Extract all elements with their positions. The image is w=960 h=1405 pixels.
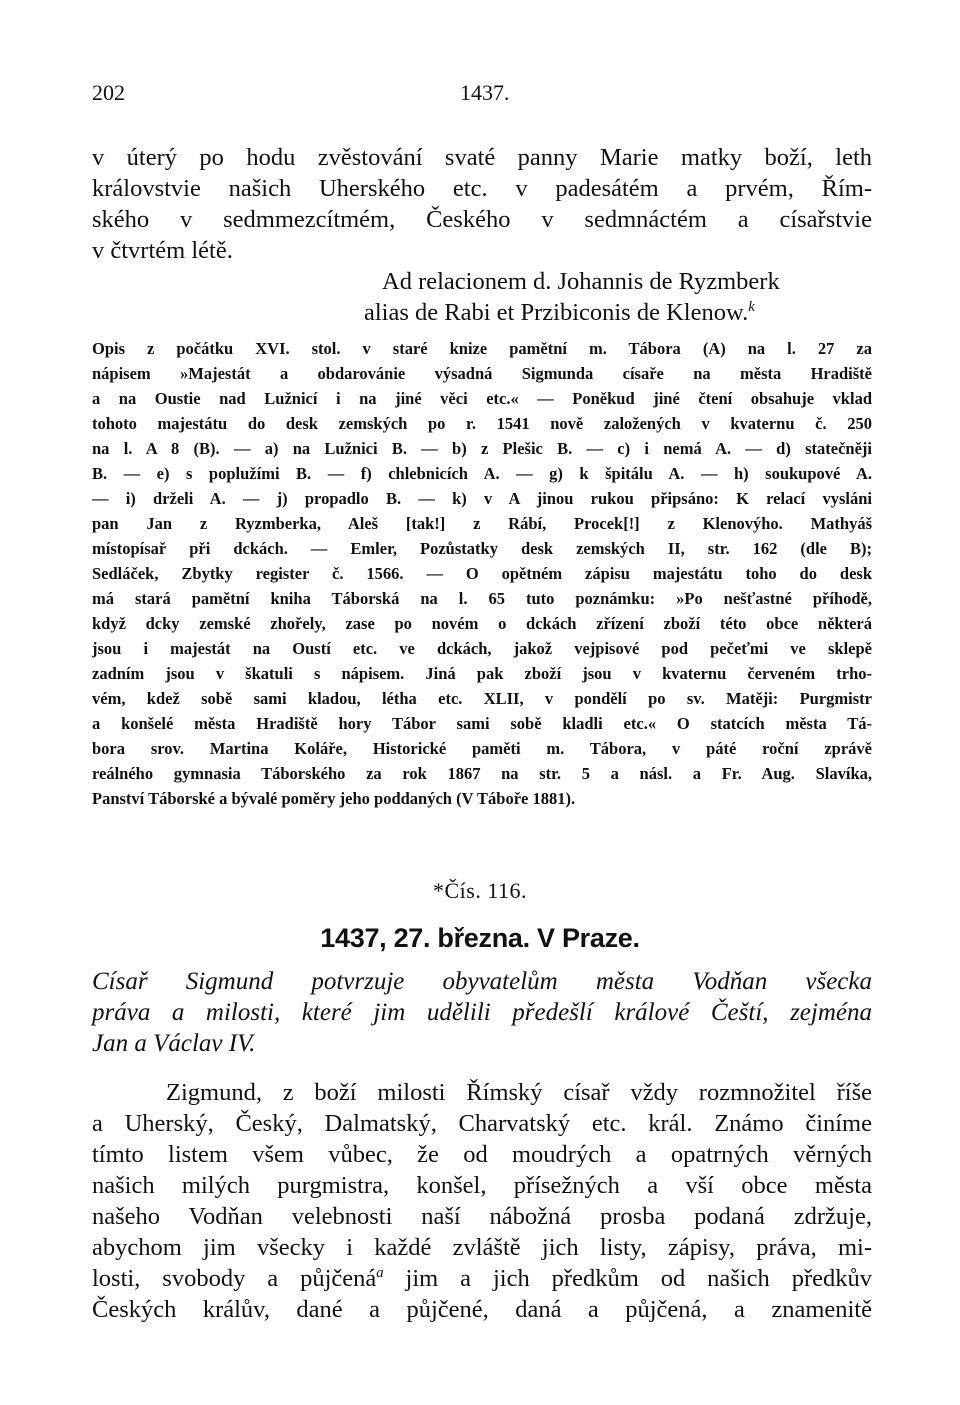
regest-line: Jan a Václav IV. bbox=[92, 1030, 256, 1057]
body-text: losti, svobody a půjčená bbox=[92, 1265, 377, 1292]
body-text: jim a jich předkům od našich předkův bbox=[383, 1265, 872, 1292]
note-line: pan Jan z Ryzmberka, Aleš [tak!] z Rábí, Procek[!] z Klenovýho. Mathyáš bbox=[92, 514, 872, 533]
text-line: v úterý po hodu zvěstování svaté panny Marie matky boží, leth bbox=[92, 144, 872, 171]
note-line: vém, kdež sobě sami kladou, létha etc. XLII, v pondělí po sv. Matěji: Purgmistr bbox=[92, 689, 872, 708]
note-line: reálného gymnasia Táborského za rok 1867 na str. 5 a násl. a Fr. Aug. Slavíka, bbox=[92, 764, 872, 783]
note-line: tohoto majestátu do desk zemských po r. 1541 nově založených v kvaternu č. 250 bbox=[92, 414, 872, 433]
regest-line: práva a milosti, které jim udělili předešlí králové Čeští, zejména bbox=[92, 999, 872, 1026]
body-line: a Uherský, Český, Dalmatský, Charvatský etc. král. Známo činíme bbox=[92, 1110, 872, 1137]
text-line: královstvie našich Uherského etc. v padesátém a prvém, Řím- bbox=[92, 175, 872, 202]
body-line: tímto listem všem vůbec, že od moudrých a opatrných věrných bbox=[92, 1141, 872, 1168]
page-number: 202 bbox=[92, 80, 125, 105]
note-line: a na Oustie nad Lužnicí i na jiné věci etc.« — Poněkud jiné čtení obsahuje vklad bbox=[92, 389, 872, 408]
running-year: 1437. bbox=[460, 80, 510, 105]
text-line: v čtvrtém létě. bbox=[92, 237, 233, 264]
note-line: jsou i majestát na Oustí etc. ve dckách, jakož vejpisové pod pečeťmi ve sklepě bbox=[92, 639, 872, 658]
document-number: *Čís. 116. bbox=[432, 878, 528, 903]
relation-note-text: alias de Rabi et Przibiconis de Klenow. bbox=[364, 299, 749, 326]
body-line: abychom jim všecky i každé zvláště jich listy, zápisy, práva, mi- bbox=[92, 1234, 872, 1261]
body-line: našich milých purgmistra, konšel, přísežných a vší obce města bbox=[92, 1172, 872, 1199]
note-line: nápisem »Majestát a obdarovánie výsadná Sigmunda císaře na města Hradiště bbox=[92, 364, 872, 383]
document-date-place: 1437, 27. března. V Praze. bbox=[320, 923, 640, 953]
body-line: Českých králův, dané a půjčené, daná a půjčená, a znamenitě bbox=[92, 1296, 872, 1323]
note-line: bora srov. Martina Koláře, Historické paměti m. Tábora, v páté roční zprávě bbox=[92, 739, 872, 758]
text-line: ského v sedmmezcítmém, Českého v sedmnáctém a císařstvie bbox=[92, 206, 872, 233]
note-line: místopísař při dckách. — Emler, Pozůstatky desk zemských II, str. 162 (dle B); bbox=[92, 539, 872, 558]
relation-note-line: Ad relacionem d. Johannis de Ryzmberk bbox=[382, 268, 780, 295]
relation-note-line bbox=[364, 298, 755, 328]
note-line: Sedláček, Zbytky register č. 1566. — O opětném zápisu majestátu toho do desk bbox=[92, 564, 872, 583]
body-line: našeho Vodňan velebnosti naší nábožná prosba podaná zdržuje, bbox=[92, 1203, 872, 1230]
footnote-marker: k bbox=[748, 298, 755, 315]
note-line: — i) drželi A. — j) propadlo B. — k) v A jinou rukou připsáno: K relací vysláni bbox=[92, 489, 872, 508]
note-line: na l. A 8 (B). — a) na Lužnici B. — b) z Plešic B. — c) i nemá A. — d) statečněji bbox=[92, 439, 872, 458]
note-line: když dcky zemské zhořely, zase po novém o dckách zřízení zboží této obce některá bbox=[92, 614, 872, 633]
body-line bbox=[92, 1264, 872, 1294]
footnote-marker: a bbox=[376, 1264, 384, 1281]
note-line: B. — e) s poplužími B. — f) chlebnicích A. — g) k špitálu A. — h) soukupové A. bbox=[92, 464, 872, 483]
page-header bbox=[92, 80, 882, 110]
note-line: Panství Táborské a bývalé poměry jeho poddaných (V Táboře 1881). bbox=[92, 789, 576, 808]
note-line: Opis z počátku XVI. stol. v staré knize pamětní m. Tábora (A) na l. 27 za bbox=[92, 339, 872, 358]
note-line: má stará pamětní kniha Táborská na l. 65 tuto poznámku: »Po nešťastné příhodě, bbox=[92, 589, 872, 608]
body-line: Zigmund, z boží milosti Římský císař vždy rozmnožitel říše bbox=[166, 1079, 872, 1106]
note-line: zadním jsou v škatuli s nápisem. Jiná pak zboží jsou v kvaternu červeném trho- bbox=[92, 664, 872, 683]
note-line: a konšelé města Hradiště hory Tábor sami sobě kladli etc.« O statcích města Tá- bbox=[92, 714, 872, 733]
regest-line: Císař Sigmund potvrzuje obyvatelům města Vodňan všecka bbox=[92, 968, 872, 995]
